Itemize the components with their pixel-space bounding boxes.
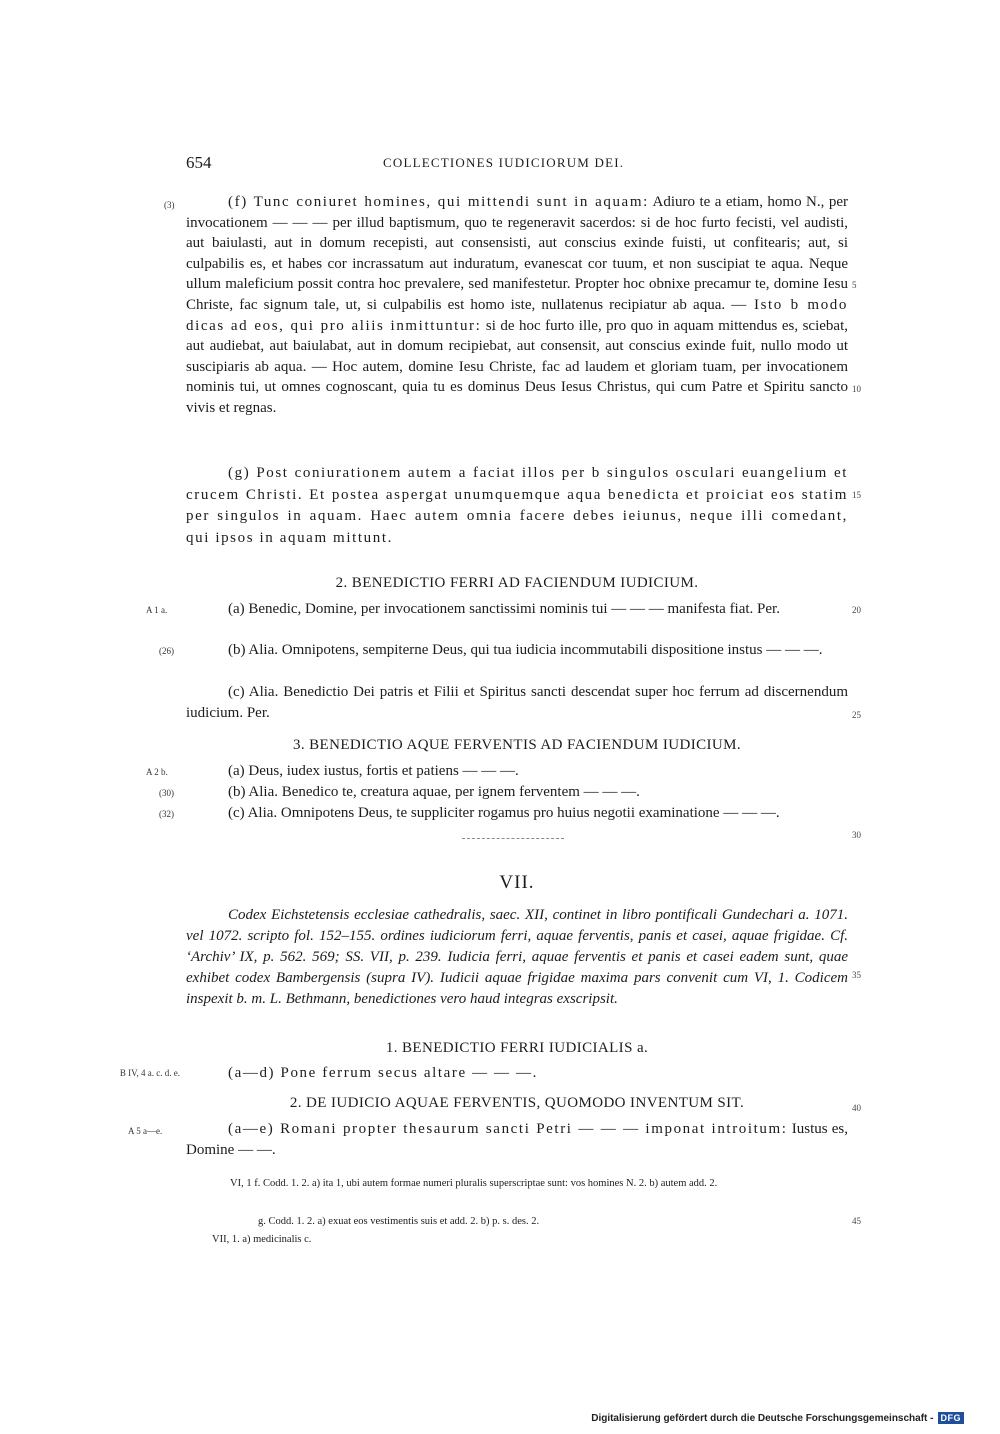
margin-ref-vii-2: A 5 a—e. <box>128 1126 163 1136</box>
vii-item-1: (a—d) Pone ferrum secus altare — — —. <box>228 1065 538 1081</box>
margin-ref-2a: A 1 a. <box>146 605 168 615</box>
line-number-35: 35 <box>852 970 861 980</box>
line-number-25: 25 <box>852 710 861 720</box>
line-number-40: 40 <box>852 1103 861 1113</box>
digitization-credit <box>591 1412 964 1424</box>
paragraph-f <box>186 192 848 419</box>
footnote-1-text: VI, 1 f. Codd. 1. 2. a) ita 1, ubi autem formae numeri pluralis superscriptae sunt: vos homines N. 2. b) autem add. 2. <box>230 1178 718 1189</box>
item-3a: (a) Deus, iudex iustus, fortis et patiens — — —. <box>228 763 519 779</box>
item-2c: (c) Alia. Benedictio Dei patris et Filii et Spiritus sancti descendat super hoc ferrum ad discernendum iudicium. Per. <box>186 684 848 721</box>
line-number-30: 30 <box>852 830 861 840</box>
item-2b: (b) Alia. Omnipotens, sempiterne Deus, qui tua iudicia incommutabili dispositione instus — — —. <box>228 642 823 658</box>
margin-ref-3a: A 2 b. <box>146 767 168 777</box>
section-heading-3: 3. BENEDICTIO AQUE FERVENTIS AD FACIENDUM IUDICIUM. <box>292 737 742 753</box>
page-number: 654 <box>186 153 212 172</box>
line-number-15: 15 <box>852 490 861 500</box>
running-title: COLLECTIONES IUDICIORUM DEI. <box>383 155 625 170</box>
dfg-logo-icon: DFG <box>938 1412 965 1424</box>
item-2a: (a) Benedic, Domine, per invocationem sanctissimi nominis tui — — — manifesta fiat. Per. <box>228 601 780 617</box>
line-number-20: 20 <box>852 605 861 615</box>
margin-ref-f: (3) <box>164 200 175 210</box>
vii-heading-2: 2. DE IUDICIO AQUAE FERVENTIS, QUOMODO INVENTUM SIT. <box>289 1095 745 1111</box>
paragraph-f-lead: (f) Tunc coniuret homines, qui mittendi sunt in aquam: <box>228 194 649 210</box>
paragraph-g-text: Post coniurationem autem a faciat illos per b singulos osculari euangelium et crucem Christi. Et postea aspergat unumquemque aqua benedicta et proiciat eos statim per singulos in aquam. Haec autem omnia facere debes ieiunus, neque illi comedant, qui ipsos in aquam mittunt. <box>186 465 848 546</box>
item-3c: (c) Alia. Omnipotens Deus, te suppliciter rogamus pro huius negotii examinatione — — —. <box>228 805 780 821</box>
margin-ref-3c: (32) <box>159 809 174 819</box>
paragraph-f-spaced: Isto b modo dicas ad eos, qui pro aliis inmittuntur: <box>186 296 848 334</box>
section-heading-2: 2. BENEDICTIO FERRI AD FACIENDUM IUDICIUM. <box>335 575 699 591</box>
margin-ref-vii-1: B IV, 4 a. c. d. e. <box>119 1068 180 1078</box>
line-number-45: 45 <box>852 1216 861 1226</box>
paragraph-f-end: si de hoc furto ille, pro quo in aquam mittendus es, sciebat, aut audiebat, aut baiulabat, aut in domum recipiebat, aut consensit, aut conscius exinde fuit, nullo modo ut suscipiaris ab aqua. — Hoc autem, domine Iesu Christe, fac ad laudem et gloriam tuam, per invocationem nominis tui, ut omnes cognoscant, quia tu es dominus Deus Iesus Christus, qui cum Patre et Spiritu sancto vivis et regnas. <box>186 317 848 416</box>
chapter-numeral: VII. <box>499 872 535 893</box>
margin-ref-2b: (26) <box>159 646 174 656</box>
margin-ref-3b: (30) <box>159 788 174 798</box>
footnote-2: g. Codd. 1. 2. a) exuat eos vestimentis suis et add. 2. b) p. s. des. 2. <box>258 1216 540 1227</box>
paragraph-g <box>186 463 848 549</box>
vii-heading-1: 1. BENEDICTIO FERRI IUDICIALIS a. <box>385 1040 649 1056</box>
item-3b: (b) Alia. Benedico te, creatura aquae, per ignem ferventem — — —. <box>228 784 640 800</box>
paragraph-f-text: Adiuro te a etiam, homo N., per invocationem — — — per illud baptismum, quo te regeneravit sacerdos: si de hoc furto fecisti, vel audisti, aut baiulasti, aut in domum recepisti, aut consensisti, aut conscius exinde fuisti, ut confitearis; aut, si culpabilis es, et habes cor incrassatum aut induratum, evanescat cor tuum, et non suscipiat te aqua. Neque ullum maleficium possit contra hoc prevalere, sed manifestetur. Propter hoc obnixe precamur te, domine Iesu Christe, fac signum tale, ut, si culpabilis est homo iste, nullatenus recipiatur ab aqua. — <box>186 194 848 313</box>
line-number-5: 5 <box>852 280 857 290</box>
vii-item-2-lead: (a—e) Romani propter thesaurum sancti Petri — — — imponat introitum: <box>228 1121 788 1137</box>
footnote-1 <box>186 1174 846 1194</box>
section-divider <box>462 838 564 839</box>
vii-item-2 <box>186 1119 848 1160</box>
paragraph-g-lead: (g) <box>228 465 251 481</box>
footer-text: Digitalisierung gefördert durch die Deutsche Forschungsgemeinschaft - <box>591 1412 934 1424</box>
footnote-3: VII, 1. a) medicinalis c. <box>212 1234 312 1245</box>
chapter-intro: Codex Eichstetensis ecclesiae cathedralis, saec. XII, continet in libro pontificali Gundechari a. 1071. vel 1072. scripto fol. 152–155. ordines iudiciorum ferri, aquae ferventis, panis et casei, aquae frigidae. Cf. ‘Archiv’ IX, p. 562. 569; SS. VII, p. 239. Iudicia ferri, aquae ferventis et panis et casei eadem sunt, quae exhibet codex Bambergensis (supra IV). Iudicii aquae frigidae maxima pars convenit cum VI, 1. Codicem inspexit b. m. L. Bethmann, benedictiones vero haud integras exscripsit. <box>186 907 848 1007</box>
line-number-10: 10 <box>852 384 861 394</box>
vii-item-2-text: Iustus es, Domine — —. <box>186 1121 848 1158</box>
